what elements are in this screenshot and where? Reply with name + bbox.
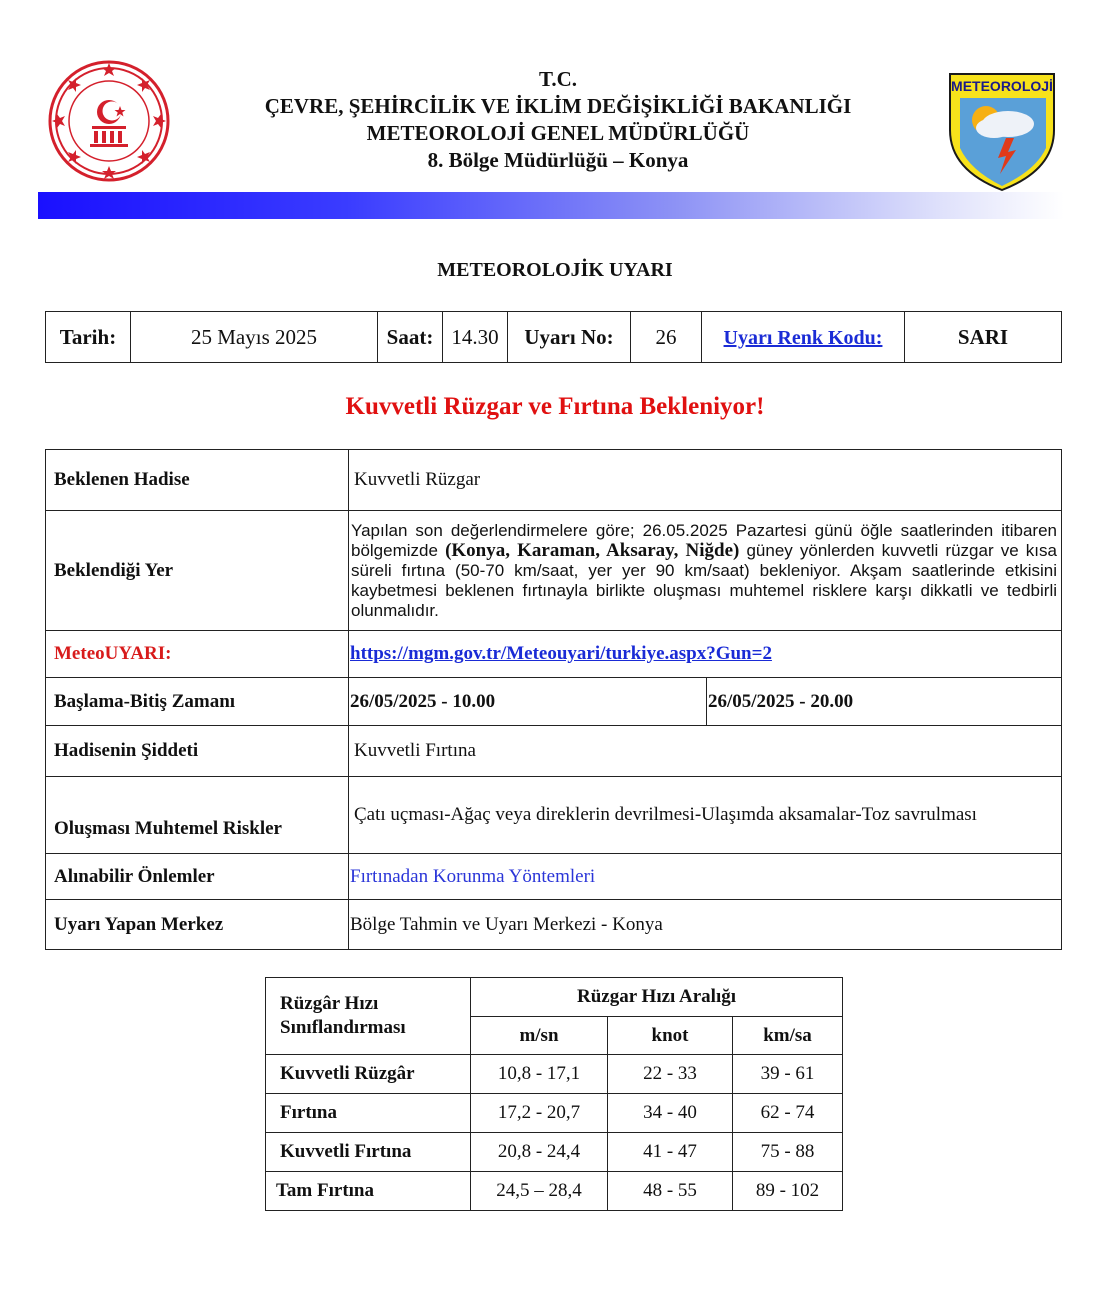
meteo-uyari-label: MeteoUYARI: [46,631,349,678]
time-label: Saat: [378,312,443,363]
table-row [266,1172,843,1211]
wind-ms-value: 17,2 - 20,7 [471,1094,608,1133]
place-description [349,511,1062,631]
table-row [266,978,843,1017]
meteoroloji-logo [946,70,1058,192]
header-tc: T.C. [538,67,578,91]
table-row [266,1094,843,1133]
wind-ms-value: 24,5 – 28,4 [471,1172,608,1211]
center-label: Uyarı Yapan Merkez [46,900,349,950]
date-value: 25 Mayıs 2025 [131,312,378,363]
meteoroloji-logo-text: METEOROLOJİ [951,78,1053,94]
warning-details-table [45,449,1062,950]
wind-ms-value: 20,8 - 24,4 [471,1133,608,1172]
wind-range-header: Rüzgar Hızı Aralığı [471,978,843,1017]
meteo-uyari-link[interactable]: https://mgm.gov.tr/Meteouyari/turkiye.aspx?Gun=2 [350,643,772,664]
header-ministry: ÇEVRE, ŞEHİRCİLİK VE İKLİM DEĞİŞİKLİĞİ BAKANLIĞI [264,94,852,118]
ministry-seal-logo [48,60,170,182]
wind-kmh-value: 89 - 102 [733,1172,843,1211]
date-label: Tarih: [46,312,131,363]
header-gradient-band [38,192,1064,219]
wind-knot-value: 48 - 55 [608,1172,733,1211]
wind-speed-table [265,977,843,1211]
wind-kmh-value: 39 - 61 [733,1055,843,1094]
table-row [46,777,1062,854]
color-code-link[interactable]: Uyarı Renk Kodu: [723,326,883,349]
place-text-part1: Yapılan son değerlendirmelere göre; 26.05.2025 Pazartesi günü öğle saatlerinden itibaren bölgemizde [351,520,1057,560]
table-row [46,678,1062,726]
color-code-value: SARI [905,312,1062,363]
wind-class-name: Kuvvetli Fırtına [266,1133,471,1172]
wind-knot-value: 22 - 33 [608,1055,733,1094]
warning-heading: Kuvvetli Rüzgar ve Fırtına Bekleniyor! [345,393,765,420]
table-row [266,1133,843,1172]
place-regions: (Konya, Karaman, Aksaray, Niğde) [445,539,740,561]
table-row [46,900,1062,950]
severity-label: Hadisenin Şiddeti [46,726,349,777]
color-code-label-cell [702,312,905,363]
risks-label: Oluşması Muhtemel Riskler [46,777,349,854]
measures-link[interactable]: Fırtınadan Korunma Yöntemleri [350,865,596,887]
warning-no-value: 26 [631,312,702,363]
page-title: METEOROLOJİK UYARI [437,259,673,281]
warning-no-label: Uyarı No: [508,312,631,363]
table-row [46,450,1062,511]
end-time: 26/05/2025 - 20.00 [707,678,1062,726]
time-range-label: Başlama-Bitiş Zamanı [46,678,349,726]
severity-value: Kuvvetli Fırtına [349,726,1062,777]
place-label: Beklendiği Yer [46,511,349,631]
header-directorate: METEOROLOJİ GENEL MÜDÜRLÜĞÜ [366,121,750,145]
table-row [266,1055,843,1094]
time-value: 14.30 [443,312,508,363]
place-text-part2: güney yönlerden kuvvetli rüzgar ve kısa süreli fırtına (50-70 km/saat, yer yer 90 km/saat) bekleniyor. Akşam saatlerinde etkisini kaybetmesi beklenen fırtınayla birlikte oluşması muhtemel risklere karşı dikkatli ve tedbirli olunmalıdır. [351,540,1057,620]
measures-label: Alınabilir Önlemler [46,854,349,900]
wind-kmh-value: 75 - 88 [733,1133,843,1172]
event-label: Beklenen Hadise [46,450,349,511]
wind-class-name: Fırtına [266,1094,471,1133]
unit-kmh-header: km/sa [733,1017,843,1055]
warning-info-table [45,311,1062,363]
meteo-link-cell [349,631,1062,678]
header-regional-office: 8. Bölge Müdürlüğü – Konya [427,148,689,172]
unit-ms-header: m/sn [471,1017,608,1055]
start-time: 26/05/2025 - 10.00 [349,678,707,726]
center-value: Bölge Tahmin ve Uyarı Merkezi - Konya [349,900,1062,950]
table-row [46,511,1062,631]
wind-knot-value: 41 - 47 [608,1133,733,1172]
table-row [46,854,1062,900]
measures-cell [349,854,1062,900]
wind-class-name: Tam Fırtına [266,1172,471,1211]
wind-class-name: Kuvvetli Rüzgâr [266,1055,471,1094]
event-value: Kuvvetli Rüzgar [349,450,1062,511]
header-title-block [170,66,946,174]
wind-ms-value: 10,8 - 17,1 [471,1055,608,1094]
table-row [46,631,1062,678]
risks-value: Çatı uçması-Ağaç veya direklerin devrilmesi-Ulaşımda aksamalar-Toz savrulması [349,777,1062,854]
unit-knot-header: knot [608,1017,733,1055]
wind-class-header: Rüzgâr Hızı Sınıflandırması [266,978,471,1055]
wind-knot-value: 34 - 40 [608,1094,733,1133]
table-row [46,726,1062,777]
wind-kmh-value: 62 - 74 [733,1094,843,1133]
